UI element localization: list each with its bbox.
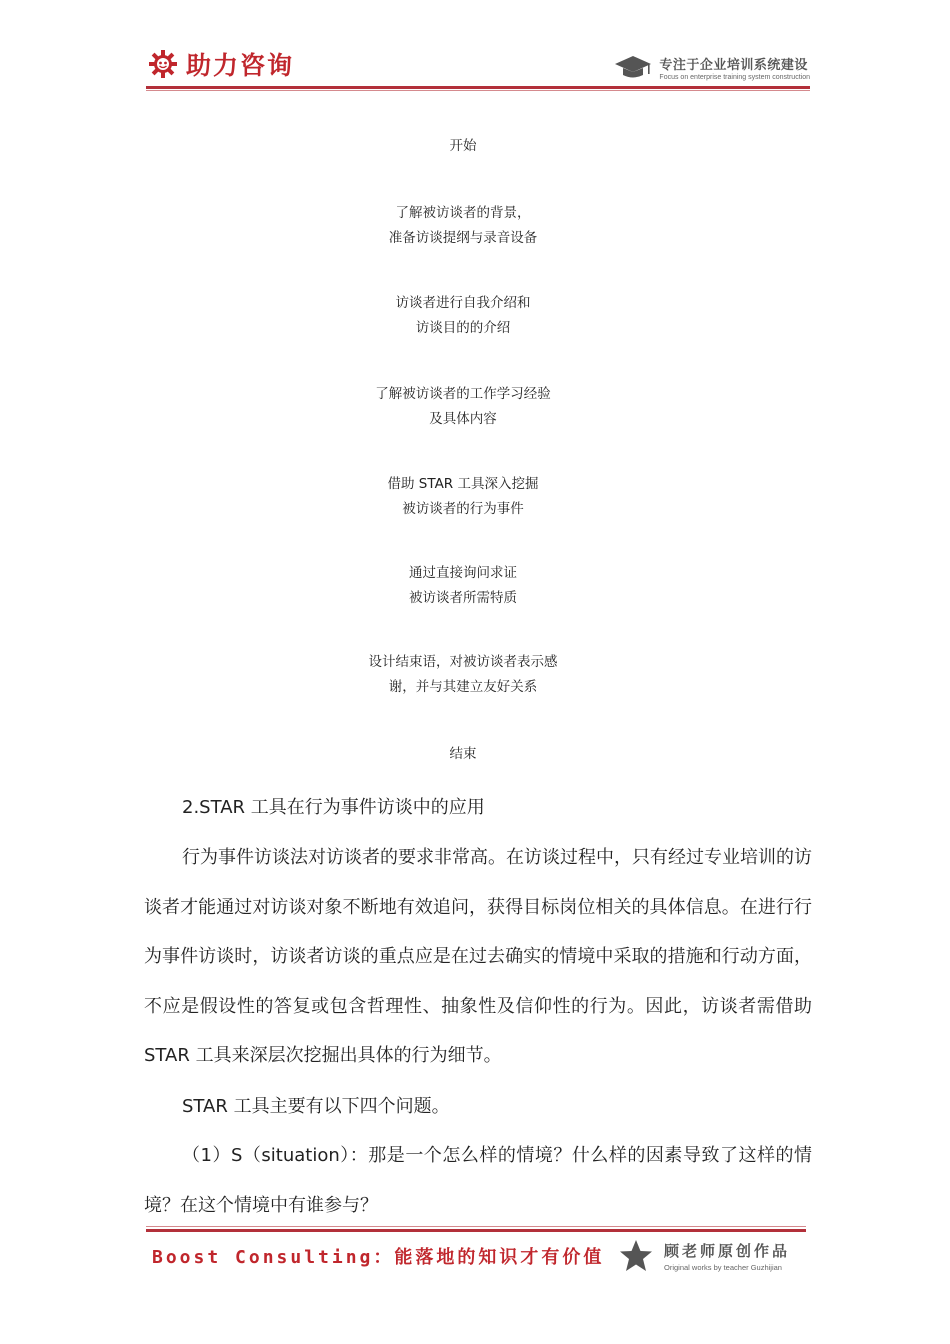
footer-author-mark	[618, 1238, 790, 1274]
footer-divider-thin	[146, 1226, 806, 1227]
section-heading: 2.STAR 工具在行为事件访谈中的应用	[182, 797, 485, 818]
star-icon	[618, 1238, 654, 1274]
flow-step-experience	[300, 382, 626, 432]
flow-step-verify	[300, 561, 626, 611]
author-chinese: 顾老师原创作品	[664, 1242, 791, 1260]
flow-step-end	[300, 742, 626, 767]
brand-logo	[148, 46, 294, 82]
body-paragraph: STAR 工具主要有以下四个问题。	[182, 1096, 450, 1117]
slogan-chinese: 专注于企业培训系统建设	[659, 57, 808, 73]
author-english: Original works by teacher Guzhijian	[664, 1263, 782, 1272]
flow-step-star-probe	[300, 472, 626, 522]
flow-step-text: 设计结束语，对被访谈者表示感	[368, 654, 558, 670]
flow-step-text: 了解被访谈者的背景，	[395, 205, 531, 221]
flow-step-text: 谢，并与其建立友好关系	[388, 679, 538, 695]
body-paragraph: 行为事件访谈法对访谈者的要求非常高。在访谈过程中，只有经过专业培训的访谈者才能通过对访谈对象不断地有效追问，获得目标岗位相关的具体信息。在进行行为事件访谈时，访谈者访谈的重点应是在过去确实的情境中采取的措施和行动方面，不应是假设性的答复或包含哲理性、抽象性及信仰性的行为。因此，访谈者需借助 STAR 工具来深层次挖掘出具体的行为细节。	[144, 847, 812, 1067]
gear-logo-icon	[148, 49, 178, 79]
graduation-cap-icon	[613, 52, 653, 82]
page-header	[146, 44, 810, 90]
flow-step-text: 访谈者进行自我介绍和	[395, 295, 531, 311]
flow-step-text: 及具体内容	[429, 411, 497, 427]
flow-step-text: 了解被访谈者的工作学习经验	[375, 386, 551, 402]
flow-step-closing	[300, 650, 626, 700]
flow-step-introduction	[300, 291, 626, 341]
header-divider-thin	[146, 90, 810, 91]
body-paragraph: （1）S（situation）：那是一个怎么样的情境？什么样的因素导致了这样的情境？在这个情境中有谁参与？	[144, 1145, 812, 1216]
flow-step-text: 开始	[449, 138, 477, 154]
slogan-english: Focus on enterprise training system construction	[659, 73, 810, 81]
flow-step-text: 被访谈者的行为事件	[402, 501, 524, 517]
header-slogan	[613, 52, 810, 82]
flow-step-text: 被访谈者所需特质	[409, 590, 517, 606]
flow-step-start	[300, 134, 626, 159]
header-divider	[146, 86, 810, 89]
flow-step-text: 结束	[449, 746, 477, 762]
brand-name: 助力咨询	[186, 51, 295, 80]
flow-step-text: 访谈目的的介绍	[415, 320, 511, 336]
footer-divider	[146, 1229, 806, 1232]
footer-tagline: Boost Consulting：能落地的知识才有价值	[152, 1247, 605, 1268]
flow-step-text: 准备访谈提纲与录音设备	[388, 230, 538, 246]
flow-step-text: 通过直接询问求证	[409, 565, 517, 581]
flow-step-text: 借助 STAR 工具深入挖掘	[387, 476, 539, 492]
flow-step-prepare	[300, 201, 626, 251]
